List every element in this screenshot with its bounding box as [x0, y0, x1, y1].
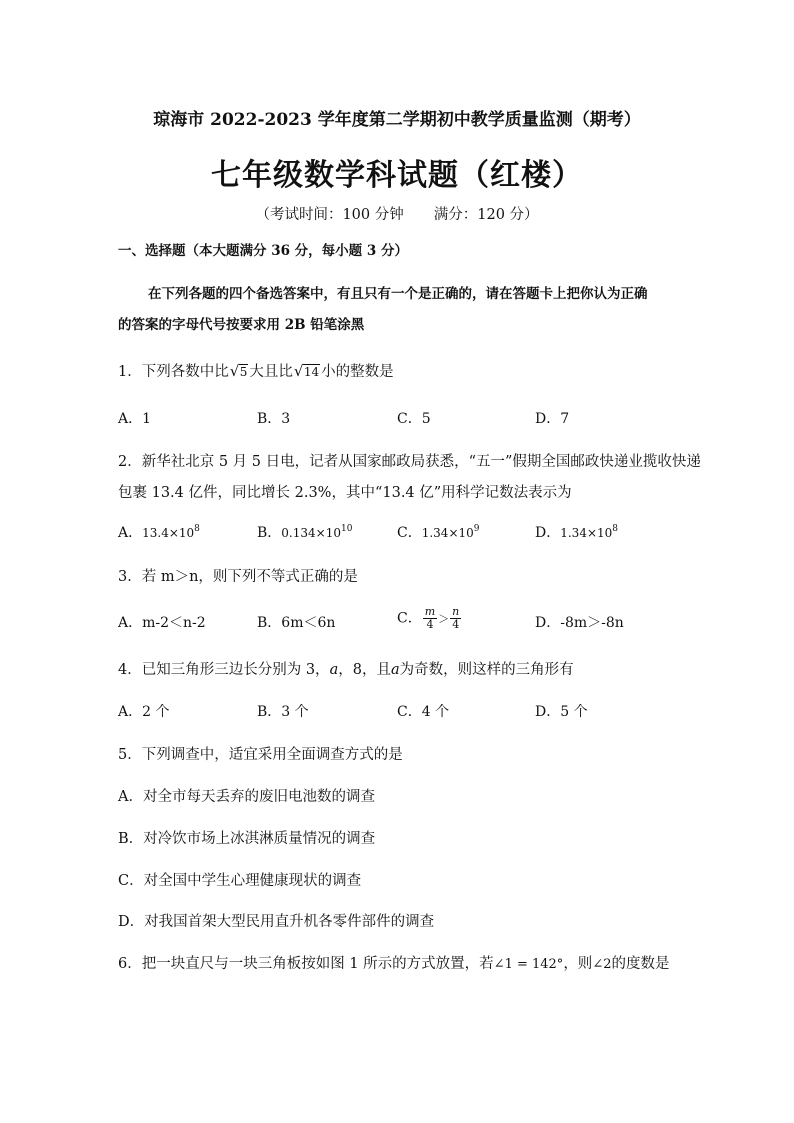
- exam-score: 满分：120 分）: [433, 207, 539, 223]
- q2c-base: 1.34×10: [421, 526, 474, 540]
- instruction-line-2: 的答案的字母代号按要求用 2B 铅笔涂黑: [118, 317, 365, 333]
- q3-option-d: D．-8m＞-8n: [535, 615, 624, 631]
- question-2-line-2: 包裹 13.4 亿件，同比增长 2.3%，其中“13.4 亿”用科学记数法表示为: [118, 485, 572, 501]
- q4-var-a-2: a: [390, 662, 400, 678]
- q4-pre: 4．已知三角形三边长分别为 3，: [118, 662, 330, 678]
- question-4: [118, 658, 574, 679]
- q1-mid: 大且比: [249, 364, 293, 380]
- q5-option-d: D．对我国首架大型民用直升机各零件部件的调查: [118, 914, 435, 930]
- q5-option-b: B．对冷饮市场上冰淇淋质量情况的调查: [118, 831, 376, 847]
- q4-option-b: B．3 个: [257, 704, 309, 720]
- question-1: [118, 360, 394, 381]
- q3-option-a: A．m-2＜n-2: [118, 615, 206, 631]
- q6-post: 的度数是: [611, 956, 670, 972]
- q4-option-a: A．2 个: [118, 704, 170, 720]
- q2-option-c: [397, 522, 480, 542]
- sqrt-14-arg: 14: [303, 365, 320, 379]
- q3-option-c: [397, 606, 462, 631]
- q2-option-d: [535, 522, 618, 542]
- q5-option-a: A．对全市每天丢弃的废旧电池数的调查: [118, 789, 375, 805]
- q2a-exp: 8: [194, 524, 200, 534]
- q2d-exp: 8: [612, 524, 619, 534]
- q3-option-b: B．6m＜6n: [257, 615, 336, 631]
- q4-mid: ，8，且: [338, 662, 391, 678]
- fraction-n-4: [450, 606, 461, 631]
- sqrt-14: √ 14: [293, 362, 320, 380]
- q6-pre: 6．把一块直尺与一块三角板按如图 1 所示的方式放置，若: [118, 956, 494, 972]
- question-6: [118, 952, 669, 973]
- question-5: 5．下列调查中，适宜采用全面调查方式的是: [118, 747, 403, 763]
- q3c-rel: ＞: [438, 612, 450, 626]
- q6-angle1: ∠1 = 142°: [493, 957, 564, 972]
- q2c-label: C．: [397, 525, 422, 541]
- frac1-num: m: [424, 605, 436, 618]
- exam-time-score: [0, 203, 794, 224]
- q1-option-d: D．7: [535, 411, 570, 427]
- frac2-num: n: [452, 605, 460, 618]
- q4-var-a: a: [329, 662, 339, 678]
- q2-option-b: [257, 522, 352, 542]
- frac2-den: 4: [452, 618, 460, 631]
- q2d-label: D．: [535, 525, 561, 541]
- instruction-line-1: 在下列各题的四个备选答案中，有且只有一个是正确的，请在答题卡上把你认为正确: [148, 286, 648, 302]
- sqrt-5-arg: 5: [239, 365, 248, 379]
- question-2-line-1: 2．新华社北京 5 月 5 日电，记者从国家邮政局获悉，“五一”假期全国邮政快递业揽收快递: [118, 454, 701, 470]
- q6-angle2: ∠2: [592, 957, 612, 972]
- q6-mid: ，则: [563, 956, 593, 972]
- sqrt-5: √ 5: [229, 362, 248, 380]
- q2c-exp: 9: [473, 524, 480, 534]
- fraction-m-4: [423, 606, 437, 631]
- q4-option-c: C．4 个: [397, 704, 450, 720]
- q2b-exp: 10: [340, 524, 353, 534]
- q2d-base: 1.34×10: [560, 526, 613, 540]
- q1-option-a: A．1: [118, 411, 152, 427]
- q1-option-b: B．3: [257, 411, 291, 427]
- q2b-base: 0.134×10: [281, 526, 341, 540]
- q2b-label: B．: [257, 525, 282, 541]
- q1-post: 小的整数是: [321, 364, 394, 380]
- q2a-base: 13.4×10: [142, 526, 195, 540]
- question-3: 3．若 m＞n，则下列不等式正确的是: [118, 569, 358, 585]
- q4-post: 为奇数，则这样的三角形有: [399, 662, 574, 678]
- exam-header-title: 琼海市 2022-2023 学年度第二学期初中教学质量监测（期考）: [153, 110, 641, 130]
- q5-option-c: C．对全国中学生心理健康现状的调查: [118, 873, 362, 889]
- q4-option-d: D．5 个: [535, 704, 588, 720]
- exam-time: （考试时间：100 分钟: [255, 207, 404, 223]
- q2-option-a: [118, 522, 200, 542]
- frac1-den: 4: [426, 618, 434, 631]
- exam-main-title: 七年级数学科试题（红楼）: [211, 158, 583, 193]
- q1-pre: 1．下列各数中比: [118, 364, 229, 380]
- section-heading: 一、选择题（本大题满分 36 分，每小题 3 分）: [118, 243, 408, 259]
- q3c-label: C．: [397, 610, 422, 627]
- q2a-label: A．: [118, 525, 143, 541]
- q1-option-c: C．5: [397, 411, 431, 427]
